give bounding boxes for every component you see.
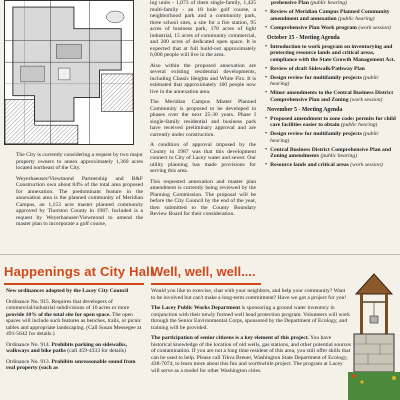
agenda-item-type: (public hearing)	[340, 122, 378, 128]
wishing-well-illustration	[348, 250, 400, 400]
well-article	[151, 288, 359, 378]
paragraph	[6, 299, 144, 338]
agenda-item	[265, 131, 397, 144]
paragraph: Also within the proposed annexation are several existing residential developments, including Classic Heights and White Firs. It is estimated that approximately 160 people now live in the annexation area.	[150, 62, 256, 95]
agenda-item	[265, 147, 397, 160]
paragraph: Would you like to exercise, chat with your neighbors, and help your community? Want to be involved but can't make a long-term commitment? Have we got a project for you!	[151, 288, 347, 301]
heading-rule	[4, 283, 144, 285]
agenda-item-title: Comprehensive Plan Work program	[270, 24, 357, 31]
text-run: You have historical knowledge of the location of old wells, gas stations, and other potential sources of contamination. If you are not a long time resident of this area, you still offer skills that can be used to help. Please call Tikva Breuer, Washington State Department of Ecology, 438-7074, to learn more about this fun and worthwhile project. The program at Lacey will serve as a model for other Washington cities.	[151, 335, 351, 374]
text-run: The open spaces will include such features as benches, trails, or picnic tables and appropriate landscaping. (Call Susan Messegee at 491-5642 for details.)	[6, 311, 142, 337]
paragraph	[6, 342, 144, 355]
agenda-item-title: prehensive Plan	[271, 0, 309, 6]
annexation-article-intro	[16, 152, 143, 232]
agenda-item-type: (public hearing)	[338, 15, 375, 22]
bullet-icon: •	[265, 90, 268, 96]
paragraph: The Meridian Campus Master Planned Community is proposed to be developed in phases over the next 25-30 years. Phase I single-family residential and business park have received preliminary approval and are currently under construction.	[150, 99, 256, 138]
agenda-item	[265, 75, 397, 88]
planning-commission-agenda	[265, 0, 397, 171]
agenda-item	[265, 90, 397, 103]
paragraph: New ordinances adopted by the Lacey City Council	[6, 288, 129, 294]
text-run: Ordinance No. 914.	[6, 341, 52, 348]
text-run: Ordinance No. 913.	[6, 358, 52, 365]
well-heading: Well, well, well....	[151, 264, 256, 279]
agenda-item	[265, 25, 397, 32]
agenda-item-title: Design review for multifamily projects	[270, 131, 362, 137]
annexation-map	[4, 0, 134, 145]
agenda-item-type: (work session)	[358, 24, 391, 31]
agenda-item-title: Introduction to work program on inventorying and protecting resource lands and critical areas, compliance with the State Growth Management Act.	[270, 43, 396, 63]
agenda-item-type: (public hearing)	[320, 153, 357, 159]
well-icon	[348, 250, 400, 400]
text-run: is sponsoring a ground water inventory in conjunction with their newly formed well head protection program. Volunteers will work through the Senior Environmental Corps, sponsored by the Department of Ecology, and training will be provided.	[151, 305, 350, 331]
text-run: The participation of senior citizens is a key element of this project.	[151, 335, 309, 341]
bullet-icon: •	[265, 115, 268, 122]
agenda-item-type: (work session)	[350, 162, 383, 168]
bullet-icon: •	[265, 131, 268, 137]
text-run: provide 10% of the total site for open space.	[6, 311, 111, 318]
paragraph: This requested annexation and master plan amendment is currently being reviewed by the Planning Commission. The proposal will be before the City Council by the end of the year, then submitted to the County Boundary Review Board for their consideration.	[150, 178, 256, 217]
agenda-item	[265, 9, 397, 22]
page-fold-divider	[0, 254, 400, 255]
agenda-item-type: (work session)	[349, 96, 383, 103]
agenda-item-type: (public hearing)	[270, 74, 380, 87]
paragraph: A condition of approval imposed by the County in 1987 was that this development connect to City of Lacey water and sewer. Our utility planning has made provisions for serving this area.	[150, 142, 256, 174]
agenda-heading-november: November 5 - Meeting Agenda	[267, 107, 343, 113]
heading-rule	[151, 283, 261, 285]
agenda-heading-october: October 15 - Meeting Agenda	[267, 35, 340, 41]
bullet-icon: •	[265, 146, 268, 153]
bullet-icon: •	[265, 43, 268, 50]
agenda-item	[265, 44, 397, 64]
paragraph	[6, 359, 144, 372]
bullet-icon: •	[265, 74, 268, 81]
bullet-icon: •	[265, 65, 268, 72]
bullet-icon: •	[265, 162, 268, 168]
agenda-item-title: Design review for multifamily projects	[270, 74, 362, 81]
agenda-item-type: (public hearing)	[270, 131, 380, 144]
paragraph	[151, 335, 351, 374]
agenda-item-title: Review of Meridian Campus Planned Community amendment and annexation	[270, 9, 390, 22]
bullet-icon	[265, 0, 268, 7]
text-run: The Lacey Public Works Department	[151, 305, 241, 311]
happenings-article	[6, 288, 144, 376]
text-run: Prohibits parking on sidewalks, walkways and bike paths	[6, 341, 127, 354]
agenda-item-title: Minor amendments to the Central Business District Comprehensive Plan and Zoning	[270, 90, 394, 103]
map-drawing	[5, 1, 133, 144]
annexation-article-body	[150, 0, 256, 222]
paragraph: The City is currently considering a request by two major property owners to annex approximately 1,360 acres located northeast of the City.	[16, 152, 143, 171]
text-run: Prohibits unreasonable sound from real property (such as	[6, 358, 136, 371]
bullet-icon: •	[265, 24, 268, 31]
agenda-item-title: Proposed amendment to zone code: permits for child care facilities easier to obtain	[270, 115, 396, 128]
agenda-item	[265, 0, 397, 7]
agenda-item-title: Resource lands and critical areas	[270, 162, 349, 168]
agenda-item-title: Central Business District Comprehensive Plan and Zoning amendments	[270, 146, 392, 159]
paragraph: Weyerhaeuser/Viewmond Partnership and B&F Construction own about 84% of the total area proposed for annexation. The predominant feature in the annexation area is the planned community of Meridian Campus, an 1,153 acre master planned community approved by Thurston County in 1987. Included is a request by Weyerhaeuser/Viewmond to amend the master plan to incorporate a golf course,	[16, 175, 143, 227]
text-run: (call 459-4333 for details)	[65, 348, 126, 354]
agenda-item	[265, 162, 397, 169]
agenda-item-type: (public hearing)	[310, 0, 347, 6]
agenda-item-title: Review of draft Sidewalk/Pathway Plan	[270, 65, 365, 72]
happenings-heading: Happenings at City Hall	[4, 264, 154, 279]
paragraph	[151, 305, 351, 331]
paragraph: ing units - 1,073 of them single-family, 1,425 multi-family - an 18 hole golf course, a neighborhood park and a community park, three school sites, a site for a fire station, 95 acres of business park, 170 acres of light industrial, 15 acres of community commercial, and 200 acres of dedicated open space. It is expected that at full build-out approximately 6,000 people will live in the area.	[150, 0, 256, 58]
agenda-item	[265, 66, 397, 73]
agenda-item	[265, 116, 397, 129]
text-run: Ordinance No. 915. Requires that developers of commercial/industrial subdivisions of 10 acres or more	[6, 298, 130, 311]
bullet-icon: •	[265, 9, 268, 15]
